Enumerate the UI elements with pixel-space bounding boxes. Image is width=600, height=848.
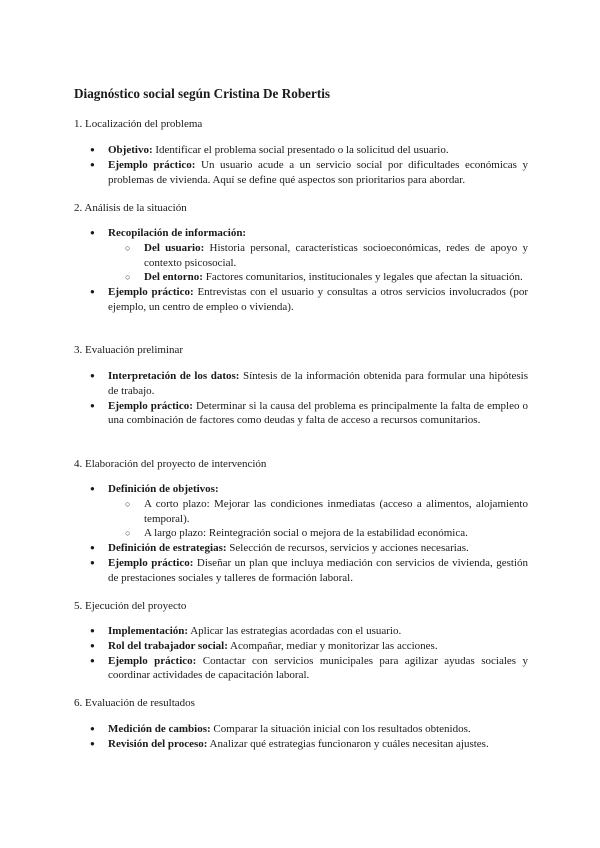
bullet-list bbox=[74, 722, 528, 752]
list-item: ● Objetivo: Identificar el problema social presentado o la solicitud del usuario. bbox=[74, 143, 528, 158]
bullet-list bbox=[74, 226, 528, 315]
list-item: ● Interpretación de los datos: Síntesis de la información obtenida para formular una hipótesis de trabajo. bbox=[74, 369, 528, 399]
list-item: ● Ejemplo práctico: Determinar si la causa del problema es principalmente la falta de empleo o una combinación de factores como deudas y falta de acceso a recursos comunitarios. bbox=[74, 399, 528, 429]
sub-list bbox=[108, 497, 528, 541]
list-item: ● Medición de cambios: Comparar la situación inicial con los resultados obtenidos. bbox=[74, 722, 528, 737]
section-heading: 1. Localización del problema bbox=[74, 118, 203, 130]
bullet-list bbox=[74, 369, 528, 428]
list-item: ● Implementación: Aplicar las estrategias acordadas con el usuario. bbox=[74, 624, 528, 639]
sub-list-item: ○ A largo plazo: Reintegración social o mejora de la estabilidad económica. bbox=[108, 526, 528, 541]
section-heading: 2. Análisis de la situación bbox=[74, 202, 187, 214]
section-heading: 5. Ejecución del proyecto bbox=[74, 600, 187, 612]
section-heading: 4. Elaboración del proyecto de intervención bbox=[74, 458, 267, 470]
list-item: ● Ejemplo práctico: Un usuario acude a un servicio social por dificultades económicas y problemas de vivienda. Aquí se define qué aspectos son prioritarios para abordar. bbox=[74, 158, 528, 188]
list-item: ● Ejemplo práctico: Entrevistas con el usuario y consultas a otros servicios involucrados (por ejemplo, un centro de empleo o vivienda). bbox=[74, 285, 528, 315]
list-item: ● Revisión del proceso: Analizar qué estrategias funcionaron y cuáles necesitan ajustes. bbox=[74, 737, 528, 752]
section-heading: 3. Evaluación preliminar bbox=[74, 344, 184, 356]
document-title: Diagnóstico social según Cristina De Robertis bbox=[74, 86, 331, 101]
bullet-list bbox=[74, 143, 528, 187]
bullet-list bbox=[74, 624, 528, 683]
sub-list-item: ○ A corto plazo: Mejorar las condiciones inmediatas (acceso a alimentos, alojamiento temporal). bbox=[108, 497, 528, 527]
list-item: ● Recopilación de información: ○ Del usuario: Historia personal, características socioeconómicas, redes de apoyo y contexto psicosocial. ○ Del entorno: Factores comunitarios, institucionales y legales que afectan la situación. bbox=[74, 226, 528, 285]
list-item: ● Ejemplo práctico: Diseñar un plan que incluya mediación con servicios de vivienda, gestión de prestaciones sociales y talleres de formación laboral. bbox=[74, 556, 528, 586]
section-heading: 6. Evaluación de resultados bbox=[74, 697, 195, 709]
bullet-list bbox=[74, 482, 528, 586]
sub-list-item: ○ Del entorno: Factores comunitarios, institucionales y legales que afectan la situación. bbox=[108, 270, 528, 285]
list-item: ● Definición de estrategias: Selección de recursos, servicios y acciones necesarias. bbox=[74, 541, 528, 556]
list-item: ● Ejemplo práctico: Contactar con servicios municipales para agilizar ayudas sociales y coordinar actividades de capacitación laboral. bbox=[74, 654, 528, 684]
list-item: ● Definición de objetivos: ○ A corto plazo: Mejorar las condiciones inmediatas (acceso a alimentos, alojamiento temporal). ○ A largo plazo: Reintegración social o mejora de la estabilidad económica. bbox=[74, 482, 528, 541]
list-item: ● Rol del trabajador social: Acompañar, mediar y monitorizar las acciones. bbox=[74, 639, 528, 654]
sub-list bbox=[108, 241, 528, 285]
sub-list-item: ○ Del usuario: Historia personal, características socioeconómicas, redes de apoyo y contexto psicosocial. bbox=[108, 241, 528, 271]
